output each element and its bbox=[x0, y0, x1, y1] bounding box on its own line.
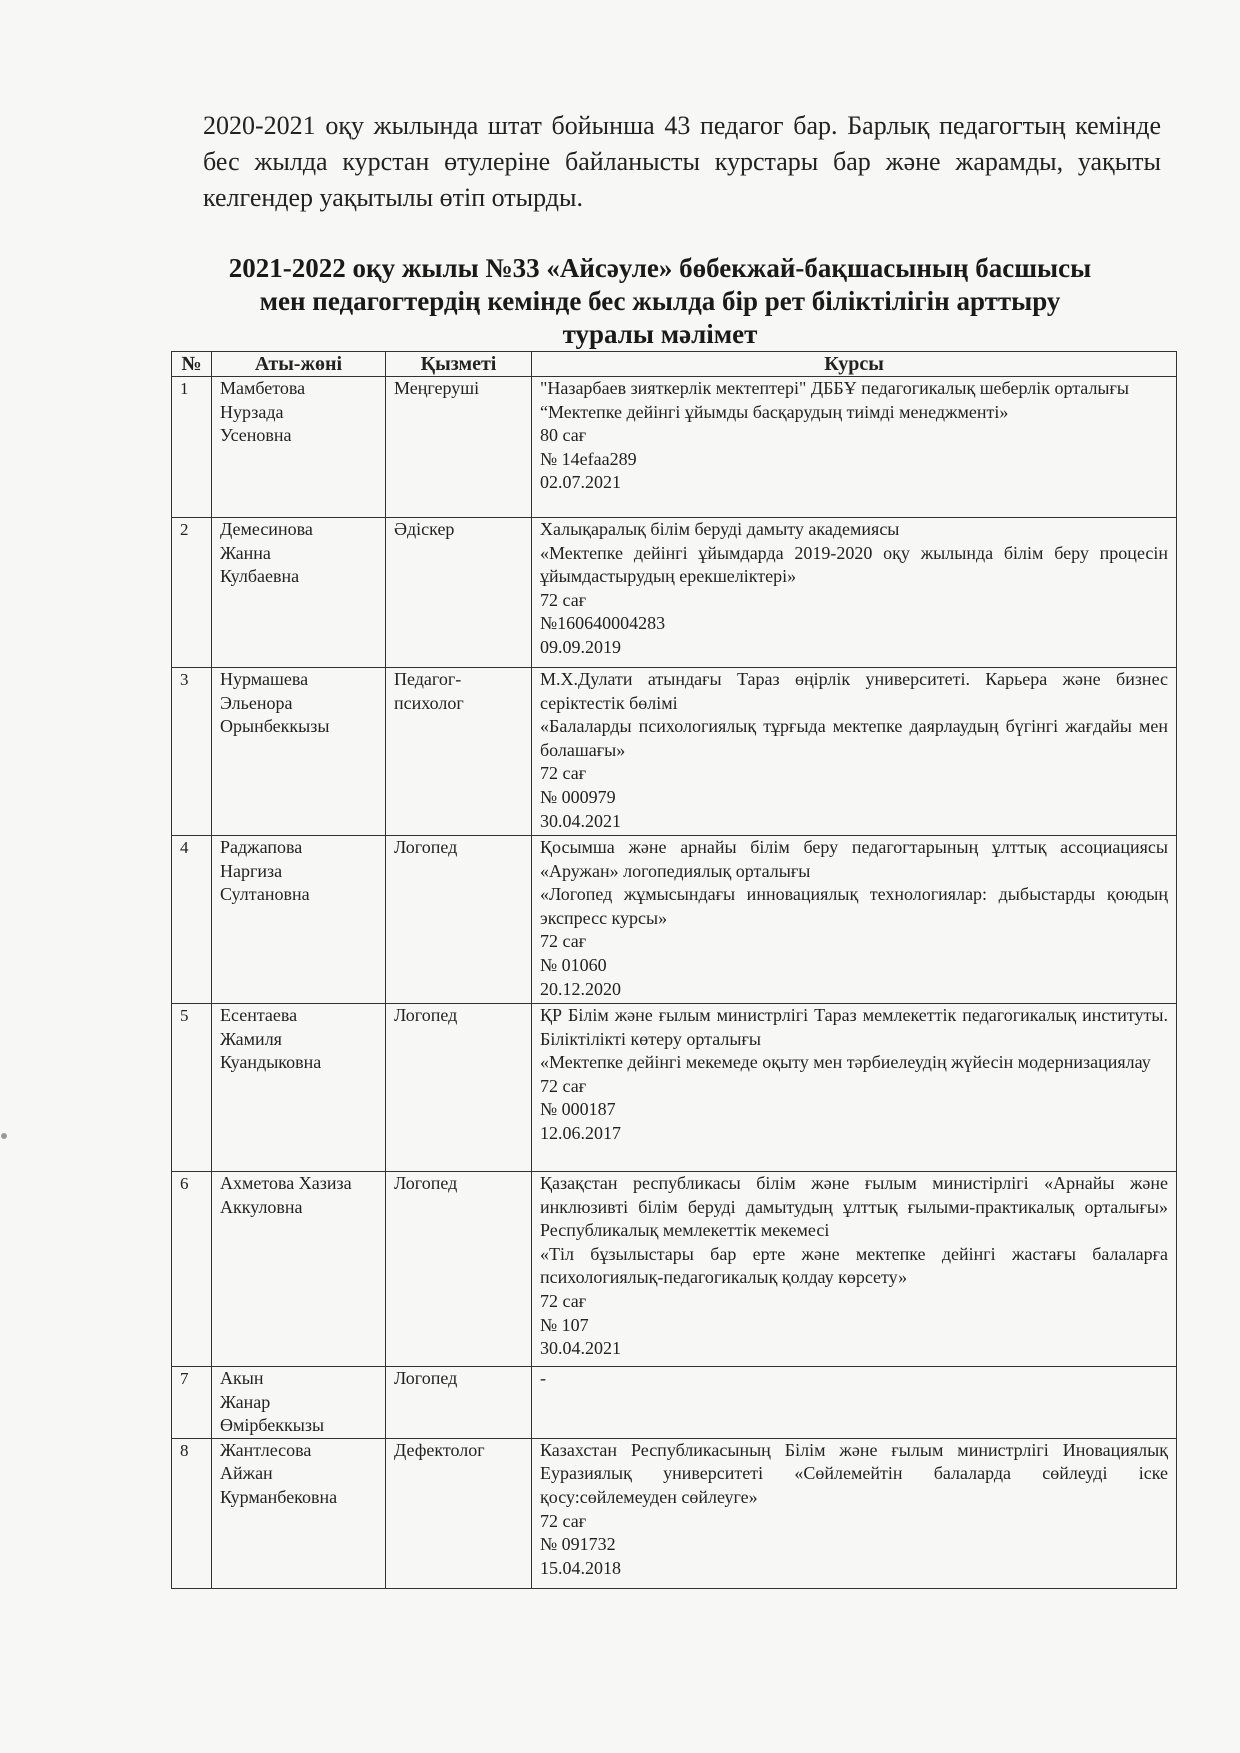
table-header-row bbox=[172, 352, 1177, 377]
cell-position: Дефектолог bbox=[386, 1438, 532, 1588]
cell-num: 2 bbox=[172, 518, 212, 668]
name-line: Жамиля bbox=[220, 1028, 282, 1049]
name-line: Өмірбеккызы bbox=[220, 1415, 325, 1436]
title-line-3: туралы мәлімет bbox=[562, 319, 758, 349]
header-course: Курсы bbox=[532, 352, 1177, 377]
table-row bbox=[172, 1172, 1177, 1367]
course-line: 30.04.2021 bbox=[540, 810, 621, 831]
course-line: № 000979 bbox=[540, 786, 616, 807]
name-line: Куандыковна bbox=[220, 1052, 322, 1073]
course-line: «Балаларды психологиялық тұрғыда мектепке даярлаудың бүгінгі жағдайы мен болашағы» bbox=[540, 716, 1168, 760]
course-line: ҚР Білім және ғылым министрлігі Тараз мемлекеттік педагогикалық институты. Біліктілікті көтеру орталығы bbox=[540, 1005, 1168, 1049]
table-row bbox=[172, 377, 1177, 518]
course-line: Казахстан Республикасының Білім және ғылым министрлігі Иновациялық Еуразиялық университеті «Сөйлемейтін балаларда сөйлеуді іске қосу:сөйлемеуден сөйлеуге» bbox=[540, 1439, 1168, 1507]
course-line: - bbox=[540, 1368, 546, 1388]
course-line: № 091732 bbox=[540, 1534, 616, 1555]
course-line: № 000187 bbox=[540, 1099, 616, 1120]
course-line: 80 сағ bbox=[540, 425, 587, 446]
cell-name bbox=[212, 836, 386, 1004]
table-row bbox=[172, 518, 1177, 668]
cell-num: 3 bbox=[172, 668, 212, 836]
name-line: Ахметова Хазиза bbox=[220, 1173, 352, 1193]
name-line: Султановна bbox=[220, 884, 310, 905]
cell-position: Меңгеруші bbox=[386, 377, 532, 518]
name-line: Жанна bbox=[220, 542, 271, 563]
name-line: Мамбетова bbox=[220, 378, 306, 398]
header-position: Қызметі bbox=[386, 352, 532, 377]
course-line: Қосымша және арнайы білім беру педагогтарының ұлттық ассоциациясы «Аружан» логопедиялық орталығы bbox=[540, 837, 1168, 881]
table-row bbox=[172, 1367, 1177, 1439]
cell-num: 8 bbox=[172, 1438, 212, 1588]
name-line: Курманбековна bbox=[220, 1486, 338, 1507]
course-line: 72 сағ bbox=[540, 1510, 587, 1531]
course-line: "Назарбаев зияткерлік мектептері" ДББҰ педагогикалық шеберлік орталығы bbox=[540, 378, 1129, 398]
course-line: Халықаралық білім беруді дамыту академиясы bbox=[540, 519, 900, 539]
courses-table bbox=[171, 351, 1177, 1589]
course-line: «Мектепке дейінгі ұйымдарда 2019-2020 оқу жылында білім беру процесін ұйымдастырудың ерекшеліктері» bbox=[540, 542, 1168, 587]
cell-name bbox=[212, 668, 386, 836]
course-line: 02.07.2021 bbox=[540, 472, 621, 493]
cell-position: Педагог-психолог bbox=[386, 668, 532, 836]
course-line: № 01060 bbox=[540, 954, 607, 975]
scan-speck bbox=[1, 1133, 7, 1139]
cell-position: Логопед bbox=[386, 836, 532, 1004]
table-row bbox=[172, 836, 1177, 1004]
cell-name bbox=[212, 1004, 386, 1172]
cell-course bbox=[532, 836, 1177, 1004]
course-line: 20.12.2020 bbox=[540, 978, 621, 999]
name-line: Наргиза bbox=[220, 860, 283, 881]
cell-course bbox=[532, 1367, 1177, 1439]
name-line: Акын bbox=[220, 1368, 264, 1388]
intro-paragraph: 2020-2021 оқу жылында штат бойынша 43 педагог бар. Барлық педагогтың кемінде бес жылда курстан өтулеріне байланысты курстары бар және жарамды, уақыты келгендер уақытылы өтіп отырды. bbox=[203, 111, 1161, 212]
name-line: Кулбаевна bbox=[220, 566, 300, 587]
name-line: Эльенора bbox=[220, 692, 293, 713]
title-line-2: мен педагогтердің кемінде бес жылда бір рет біліктілігін арттыру bbox=[259, 286, 1061, 316]
course-line: “Мектепке дейінгі ұйымды басқарудың тиімді менеджменті» bbox=[540, 401, 1009, 422]
course-line: 72 сағ bbox=[540, 763, 587, 784]
course-line: 09.09.2019 bbox=[540, 636, 621, 657]
title-line-1: 2021-2022 оқу жылы №33 «Айсәуле» бөбекжай-бақшасының басшысы bbox=[228, 253, 1092, 283]
cell-num: 1 bbox=[172, 377, 212, 518]
course-line: М.Х.Дулати атындағы Тараз өңірлік университеті. Карьера және бизнес серіктестік бөлімі bbox=[540, 669, 1168, 713]
table-row bbox=[172, 668, 1177, 836]
cell-num: 5 bbox=[172, 1004, 212, 1172]
table-row bbox=[172, 1438, 1177, 1588]
cell-position: Логопед bbox=[386, 1004, 532, 1172]
name-line: Нурзада bbox=[220, 401, 284, 422]
cell-num: 4 bbox=[172, 836, 212, 1004]
name-line: Жантлесова bbox=[220, 1439, 312, 1460]
course-line: 15.04.2018 bbox=[540, 1557, 621, 1578]
course-line: «Тіл бұзылыстары бар ерте және мектепке дейінгі жастағы балаларға психологиялық-педагогикалық қолдау көрсету» bbox=[540, 1243, 1168, 1288]
course-line: «Мектепке дейінгі мекемеде оқыту мен тәрбиелеудің жүйесін модернизациялау bbox=[540, 1052, 1151, 1073]
course-line: 12.06.2017 bbox=[540, 1122, 621, 1143]
name-line: Есентаева bbox=[220, 1005, 298, 1025]
course-line: №160640004283 bbox=[540, 613, 666, 634]
course-line: № 107 bbox=[540, 1314, 589, 1335]
course-line: 30.04.2021 bbox=[540, 1338, 621, 1359]
cell-name bbox=[212, 1172, 386, 1367]
course-line: Қазақстан республикасы білім және ғылым министірлігі «Арнайы және инклюзивті білім беруді дамытудың ұлттық ғылыми-практикалық орталығы» Республикалық мемлекеттік мекемесі bbox=[540, 1173, 1168, 1241]
cell-position: Логопед bbox=[386, 1367, 532, 1439]
name-line: Айжан bbox=[220, 1463, 273, 1484]
table-row bbox=[172, 1004, 1177, 1172]
cell-name bbox=[212, 1367, 386, 1439]
header-name: Аты-жөні bbox=[212, 352, 386, 377]
name-line: Орынбеккызы bbox=[220, 716, 330, 737]
course-line: 72 сағ bbox=[540, 1290, 587, 1311]
document-title bbox=[180, 252, 1140, 351]
cell-position: Логопед bbox=[386, 1172, 532, 1367]
cell-course bbox=[532, 518, 1177, 668]
cell-course bbox=[532, 1172, 1177, 1367]
cell-name bbox=[212, 377, 386, 518]
name-line: Усеновна bbox=[220, 425, 292, 446]
cell-position: Әдіскер bbox=[386, 518, 532, 668]
course-line: 72 сағ bbox=[540, 589, 587, 610]
course-line: 72 сағ bbox=[540, 931, 587, 952]
header-num: № bbox=[172, 352, 212, 377]
cell-num: 6 bbox=[172, 1172, 212, 1367]
cell-num: 7 bbox=[172, 1367, 212, 1439]
cell-course bbox=[532, 1004, 1177, 1172]
cell-name bbox=[212, 518, 386, 668]
cell-course bbox=[532, 668, 1177, 836]
cell-course bbox=[532, 377, 1177, 518]
course-line: № 14efaa289 bbox=[540, 448, 637, 469]
name-line: Раджапова bbox=[220, 837, 303, 857]
name-line: Аккуловна bbox=[220, 1196, 303, 1217]
name-line: Демесинова bbox=[220, 519, 313, 539]
name-line: Жанар bbox=[220, 1391, 271, 1412]
cell-course bbox=[532, 1438, 1177, 1588]
name-line: Нурмашева bbox=[220, 669, 309, 689]
course-line: «Логопед жұмысындағы инновациялық технологиялар: дыбыстарды қоюдың экспресс курсы» bbox=[540, 884, 1168, 928]
course-line: 72 сағ bbox=[540, 1075, 587, 1096]
cell-name bbox=[212, 1438, 386, 1588]
